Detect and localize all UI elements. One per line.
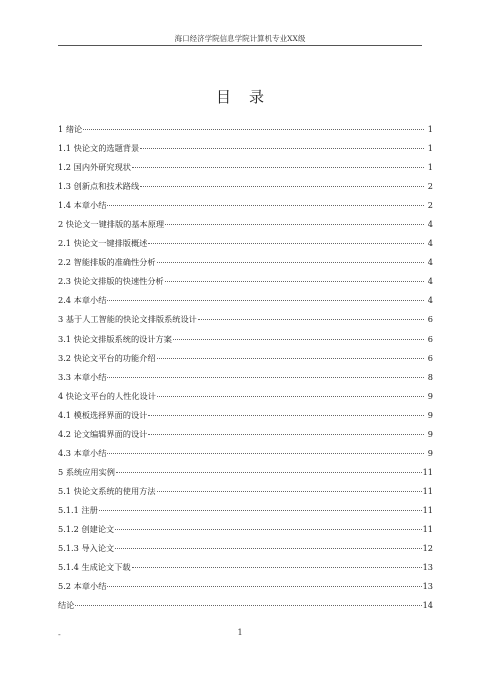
toc-entry-number: 3.3 bbox=[58, 371, 74, 382]
toc-dot-leader bbox=[107, 300, 424, 301]
toc-entry-label: 本章小结 bbox=[73, 295, 107, 306]
toc-entry-label: 快论文一键排版的基本原理 bbox=[65, 219, 165, 230]
toc-dot-leader bbox=[157, 396, 424, 397]
toc-entry-number: 1.3 bbox=[58, 181, 74, 192]
toc-entry-page: 2 bbox=[427, 200, 433, 211]
toc-dot-leader bbox=[107, 205, 424, 206]
toc-entry-label: 导入论文 bbox=[81, 543, 115, 554]
toc-dot-leader bbox=[148, 415, 424, 416]
toc-entry-label: 创建论文 bbox=[81, 523, 115, 534]
toc-entry-number: 1.1 bbox=[58, 143, 74, 154]
toc-dot-leader bbox=[83, 129, 424, 130]
toc-dot-leader bbox=[148, 434, 424, 435]
toc-dot-leader bbox=[99, 510, 422, 511]
toc-entry-number: 1.4 bbox=[58, 200, 74, 211]
toc-entry-label: 生成论文下载 bbox=[81, 562, 131, 573]
toc-entry[interactable] bbox=[58, 501, 433, 520]
toc-dot-leader bbox=[157, 491, 422, 492]
toc-entry[interactable] bbox=[58, 558, 433, 577]
toc-entry-label: 创新点和技术路线 bbox=[73, 181, 140, 192]
toc-entry[interactable] bbox=[58, 368, 433, 387]
toc-entry-label: 绪论 bbox=[65, 124, 83, 134]
toc-entry[interactable] bbox=[58, 272, 433, 291]
toc-dot-leader bbox=[115, 529, 421, 530]
page-header: 海口经济学院信息学院计算机专业XX级 bbox=[174, 34, 306, 43]
toc-entry-page: 13 bbox=[422, 581, 433, 592]
toc-entry-page: 8 bbox=[427, 371, 433, 382]
toc-entry-page: 1 bbox=[427, 124, 433, 134]
toc-entry-page: 12 bbox=[422, 543, 433, 554]
toc-dot-leader bbox=[148, 243, 424, 244]
toc-entry-number: 2.3 bbox=[58, 276, 74, 287]
toc-dot-leader bbox=[140, 148, 424, 149]
toc-entry-label: 快论文一键排版概述 bbox=[73, 238, 148, 249]
toc-entry-label: 本章小结 bbox=[73, 447, 107, 458]
toc-entry[interactable] bbox=[58, 539, 433, 558]
footer-left-mark: - bbox=[58, 630, 61, 639]
toc-entry-label: 系统应用实例 bbox=[65, 466, 115, 477]
toc-entry-label: 快论文的选题背景 bbox=[73, 143, 140, 154]
toc-dot-leader bbox=[157, 358, 424, 359]
toc-entry-label: 快论文系统的使用方法 bbox=[73, 485, 156, 496]
toc-entry-number: 5.1 bbox=[58, 485, 74, 496]
toc-dot-leader bbox=[115, 548, 421, 549]
toc-entry-number: 2.1 bbox=[58, 238, 74, 249]
toc-entry-page: 1 bbox=[427, 162, 433, 173]
toc-entry[interactable] bbox=[58, 234, 433, 253]
toc-entry-page: 4 bbox=[427, 219, 433, 230]
toc-entry-page: 6 bbox=[427, 352, 433, 363]
toc-entry[interactable] bbox=[58, 253, 433, 272]
toc-entry-page: 9 bbox=[427, 447, 433, 458]
toc-entry-number: 2.2 bbox=[58, 257, 74, 268]
toc-entry-label: 快论文平台的人性化设计 bbox=[65, 390, 156, 401]
toc-entry-number: 4.1 bbox=[58, 409, 74, 420]
toc-entry[interactable] bbox=[58, 596, 433, 615]
toc-entry-label: 快论文排版系统的设计方案 bbox=[73, 333, 172, 344]
toc-entry-page: 2 bbox=[427, 181, 433, 192]
toc-entry-page: 4 bbox=[427, 257, 433, 268]
toc-entry[interactable] bbox=[58, 215, 433, 234]
toc-dot-leader bbox=[107, 586, 421, 587]
toc-entry-number: 2.4 bbox=[58, 295, 74, 306]
toc-entry[interactable] bbox=[58, 158, 433, 177]
toc-dot-leader bbox=[198, 319, 424, 320]
toc-dot-leader bbox=[132, 167, 424, 168]
toc-entry-number: 3.1 bbox=[58, 333, 74, 344]
toc-entry-label: 注册 bbox=[81, 504, 98, 515]
toc-entry[interactable] bbox=[58, 482, 433, 501]
toc-entry-number: 3.2 bbox=[58, 352, 74, 363]
toc-entry-number: 5.1.4 bbox=[58, 562, 82, 573]
toc-entry-number: 4 bbox=[58, 390, 66, 401]
toc-entry[interactable] bbox=[58, 387, 433, 406]
toc-dot-leader bbox=[157, 262, 424, 263]
toc-entry[interactable] bbox=[58, 139, 433, 158]
toc-entry[interactable] bbox=[58, 330, 433, 349]
header-rule bbox=[58, 45, 422, 46]
toc-dot-leader bbox=[107, 453, 424, 454]
toc-entry[interactable] bbox=[58, 310, 433, 329]
toc-entry-page: 11 bbox=[422, 485, 433, 496]
toc-entry-label: 快论文平台的功能介绍 bbox=[73, 352, 156, 363]
toc-entry-page: 4 bbox=[427, 295, 433, 306]
toc-entry-number: 5.1.1 bbox=[58, 504, 82, 515]
toc-dot-leader bbox=[165, 281, 424, 282]
toc-entry-label: 结论 bbox=[58, 600, 75, 611]
toc-entry-page: 4 bbox=[427, 238, 433, 249]
toc-entry[interactable] bbox=[58, 463, 433, 482]
toc-entry-label: 本章小结 bbox=[73, 371, 107, 382]
footer-page-number: 1 bbox=[237, 628, 243, 637]
toc-entry-page: 9 bbox=[427, 428, 433, 439]
toc-entry-page: 11 bbox=[422, 504, 433, 515]
toc-entry-number: 5.1.3 bbox=[58, 543, 82, 554]
toc-entry-number: 5.1.2 bbox=[58, 523, 82, 534]
toc-entry-label: 智能排版的准确性分析 bbox=[73, 257, 156, 268]
toc-entry-label: 基于人工智能的快论文排版系统设计 bbox=[65, 314, 197, 325]
toc-entry-number: 4.3 bbox=[58, 447, 74, 458]
toc-entry-label: 论文编辑界面的设计 bbox=[73, 428, 148, 439]
toc-entry-page: 14 bbox=[422, 600, 433, 611]
toc-dot-leader bbox=[116, 472, 422, 473]
toc-entry-number: 4.2 bbox=[58, 428, 74, 439]
toc-entry-page: 9 bbox=[427, 390, 433, 401]
toc-dot-leader bbox=[132, 567, 422, 568]
toc-dot-leader bbox=[75, 605, 421, 606]
toc-entry[interactable] bbox=[58, 177, 433, 196]
toc-entry-number: 5.2 bbox=[58, 581, 74, 592]
toc-entry-page: 11 bbox=[422, 523, 433, 534]
toc-entry[interactable] bbox=[58, 425, 433, 444]
toc-entry-label: 本章小结 bbox=[73, 200, 107, 211]
toc-entry[interactable] bbox=[58, 444, 433, 463]
toc-entry-page: 6 bbox=[427, 314, 433, 325]
toc-entry-label: 模板选择界面的设计 bbox=[73, 409, 148, 420]
toc-entry-number: 1.2 bbox=[58, 162, 74, 173]
toc-entry-label: 本章小结 bbox=[73, 581, 107, 592]
toc-entry[interactable] bbox=[58, 196, 433, 215]
page-title: 目录 bbox=[215, 88, 282, 106]
toc-entry[interactable] bbox=[58, 577, 433, 596]
toc-entry-number: 2 bbox=[58, 219, 66, 230]
toc-entry-number: 5 bbox=[58, 466, 66, 477]
toc-entry-page: 13 bbox=[422, 562, 433, 573]
toc-entry-page: 6 bbox=[427, 333, 433, 344]
toc-entry-label: 国内外研究现状 bbox=[73, 162, 131, 173]
toc-entry-page: 11 bbox=[422, 466, 433, 477]
toc-entry-number: 3 bbox=[58, 314, 66, 325]
toc-entry[interactable] bbox=[58, 406, 433, 425]
toc-entry[interactable] bbox=[58, 291, 433, 310]
toc-dot-leader bbox=[165, 224, 424, 225]
toc-entry[interactable] bbox=[58, 120, 433, 139]
toc-entry-label: 快论文排版的快速性分析 bbox=[73, 276, 164, 287]
toc-entry-page: 1 bbox=[427, 143, 433, 154]
table-of-contents bbox=[58, 120, 433, 615]
toc-dot-leader bbox=[107, 377, 424, 378]
toc-dot-leader bbox=[173, 339, 424, 340]
toc-entry-page: 9 bbox=[427, 409, 433, 420]
toc-dot-leader bbox=[140, 186, 424, 187]
toc-entry[interactable] bbox=[58, 349, 433, 368]
toc-entry[interactable] bbox=[58, 520, 433, 539]
toc-entry-page: 4 bbox=[427, 276, 433, 287]
toc-entry-number: 1 bbox=[58, 124, 66, 134]
